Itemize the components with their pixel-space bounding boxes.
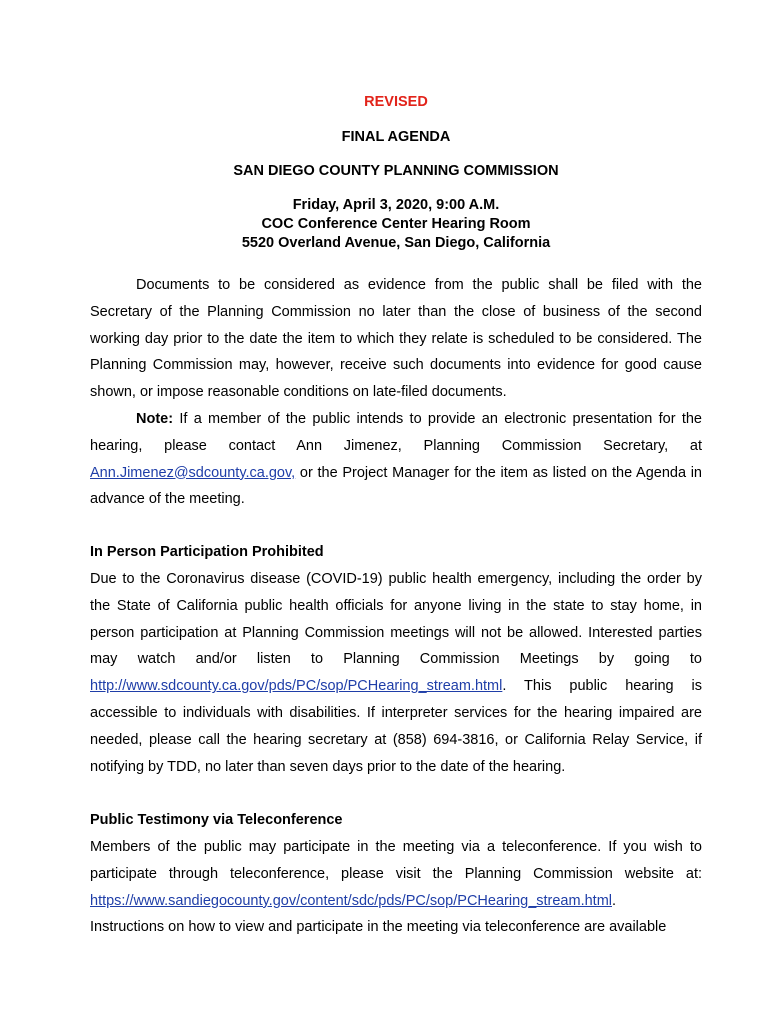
note-text: If a member of the public intends to provide an electronic presentation for the hearing, please contact Ann Jimenez, Planning Commission Secretary, at xyxy=(90,410,702,454)
instructions-line: Instructions on how to view and participate in the meeting via teleconference are available xyxy=(90,919,667,936)
note-label: Note: xyxy=(136,410,174,427)
intro-section xyxy=(90,272,702,513)
teleconference-website-link[interactable]: https://www.sandiegocounty.gov/content/sdc/pds/PC/sop/PCHearing_stream.html xyxy=(90,892,612,909)
teleconference-heading: Public Testimony via Teleconference xyxy=(90,812,343,828)
meeting-date-time: Friday, April 3, 2020, 9:00 A.M. xyxy=(292,197,500,213)
revised-label: REVISED xyxy=(364,94,428,110)
final-agenda-title: FINAL AGENDA xyxy=(341,129,451,145)
in-person-paragraph xyxy=(90,566,702,780)
evidence-paragraph: Documents to be considered as evidence from the public shall be filed with the Secretary of the Planning Commission no later than the close of business of the second working day prior to the date the item to which they relate is scheduled to be considered. The Planning Commission may, however, receive such documents into evidence for good cause shown, or impose reasonable conditions on late-filed documents. xyxy=(90,277,702,401)
in-person-text: Due to the Coronavirus disease (COVID-19) public health emergency, including the order by the State of California public health officials for anyone living in the state to stay home, in person participation at Planning Commission meetings will not be allowed. Interested parties may watch and/or listen to Planning Commission Meetings by going to xyxy=(90,571,702,668)
in-person-heading: In Person Participation Prohibited xyxy=(90,544,324,560)
secretary-email-link[interactable]: Ann.Jimenez@sdcounty.ca.gov, xyxy=(90,464,296,481)
note-text-end: or the Project Manager for the item as listed on the Agenda in advance of the meeting. xyxy=(90,464,702,508)
meeting-location: COC Conference Center Hearing Room xyxy=(261,216,531,232)
teleconference-text: Members of the public may participate in the meeting via a teleconference. If you wish to participate through teleconference, please visit the Planning Commission website at: xyxy=(90,839,702,882)
teleconference-section xyxy=(90,834,702,941)
in-person-section xyxy=(90,566,702,780)
commission-title: SAN DIEGO COUNTY PLANNING COMMISSION xyxy=(233,163,559,179)
stream-link[interactable]: http://www.sdcounty.ca.gov/pds/PC/sop/PCHearing_stream.html xyxy=(90,678,503,695)
teleconference-paragraph xyxy=(90,834,702,914)
meeting-address: 5520 Overland Avenue, San Diego, California xyxy=(241,235,551,251)
teleconference-text-end: . xyxy=(612,892,617,909)
note-paragraph xyxy=(90,406,702,513)
in-person-text-end: . This public hearing is accessible to individuals with disabilities. If interpreter services for the hearing impaired are needed, please call the hearing secretary at (858) 694-3816, or California Relay Service, if notifying by TDD, no later than seven days prior to the date of the hearing. xyxy=(90,678,702,775)
